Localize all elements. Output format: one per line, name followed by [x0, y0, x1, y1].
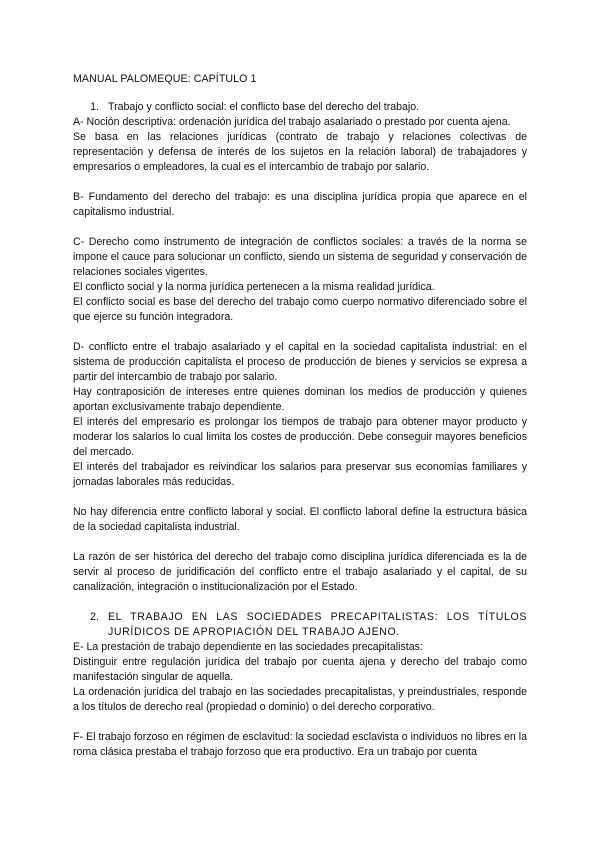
paragraph-d-4: El interés del trabajador es reivindicar los salarios para preservar sus economías familiares y jornadas laborales más reducidas. — [73, 461, 527, 488]
document-title: MANUAL PALOMEQUE: CAPÍTULO 1 — [73, 73, 257, 85]
paragraph-no-difference: No hay diferencia entre conflicto laboral y social. El conflicto laboral define la estructura básica de la sociedad capitalista industrial. — [73, 506, 527, 533]
paragraph-e-2: Distinguir entre regulación jurídica del trabajo por cuenta ajena y derecho del trabajo como manifestación singular de aquella. — [73, 656, 527, 683]
paragraph-a-2: Se basa en las relaciones jurídicas (contrato de trabajo y relaciones colectivas de representación y defensa de interés de los sujetos en la relación laboral) de trabajadores y empresarios o empleadores, la cual es el intercambio de trabajo por salario. — [73, 131, 527, 173]
paragraph-e-3: La ordenación jurídica del trabajo en las sociedades precapitalistas, y preindustriales, responde a los títulos de derecho real (propiedad o dominio) o del derecho corporativo. — [73, 686, 527, 713]
section-2-number: 2. — [90, 611, 99, 623]
paragraph-c-1: C- Derecho como instrumento de integración de conflictos sociales: a través de la norma se impone el cauce para solucionar un conflicto, siendo un sistema de seguridad y conservación de relaciones sociales vigentes. — [73, 236, 527, 278]
paragraph-d-2: Hay contraposición de intereses entre quienes dominan los medios de producción y quienes aportan exclusivamente trabajo dependiente. — [73, 386, 527, 413]
section-1-title: Trabajo y conflicto social: el conflicto base del derecho del trabajo. — [108, 101, 420, 113]
paragraph-a-1: A- Noción descriptiva: ordenación jurídica del trabajo asalariado o prestado por cuenta ajena. — [73, 116, 511, 128]
paragraph-d-1: D- conflicto entre el trabajo asalariado y el capital en la sociedad capitalista industrial: en el sistema de producción capitalista el proceso de producción de bienes y servicios se expresa a partir del intercambio de trabajo por salario. — [73, 341, 527, 383]
section-1-number: 1. — [90, 101, 99, 113]
paragraph-e-1: E- La prestación de trabajo dependiente en las sociedades precapitalistas: — [73, 641, 423, 653]
paragraph-f-1: F- El trabajo forzoso en régimen de esclavitud: la sociedad esclavista o individuos no libres en la roma clásica prestaba el trabajo forzoso que era productivo. Era un trabajo por cuenta — [73, 731, 527, 758]
paragraph-d-3: El interés del empresario es prolongar los tiempos de trabajo para obtener mayor producto y moderar los salarios lo cual limita los costes de producción. Debe conseguir mayores beneficios del mercado. — [73, 416, 527, 458]
paragraph-c-2: El conflicto social y la norma jurídica pertenecen a la misma realidad jurídica. — [73, 281, 435, 293]
paragraph-c-3: El conflicto social es base del derecho del trabajo como cuerpo normativo diferenciado sobre el que ejerce su función integradora. — [73, 296, 527, 323]
paragraph-b: B- Fundamento del derecho del trabajo: es una disciplina jurídica propia que aparece en el capitalismo industrial. — [73, 191, 527, 218]
section-2-heading — [73, 610, 527, 640]
section-1-heading — [73, 100, 527, 115]
section-2-title: EL TRABAJO EN LAS SOCIEDADES PRECAPITALISTAS: LOS TÍTULOS JURÍDICOS DE APROPIACIÓN DEL TRABAJO AJENO. — [108, 611, 527, 638]
paragraph-razon-de-ser: La razón de ser histórica del derecho del trabajo como disciplina jurídica diferenciada es la de servir al proceso de juridificación del conflicto entre el trabajo asalariado y el capital, de su canalización, integración o institucionalización por el Estado. — [73, 551, 527, 593]
